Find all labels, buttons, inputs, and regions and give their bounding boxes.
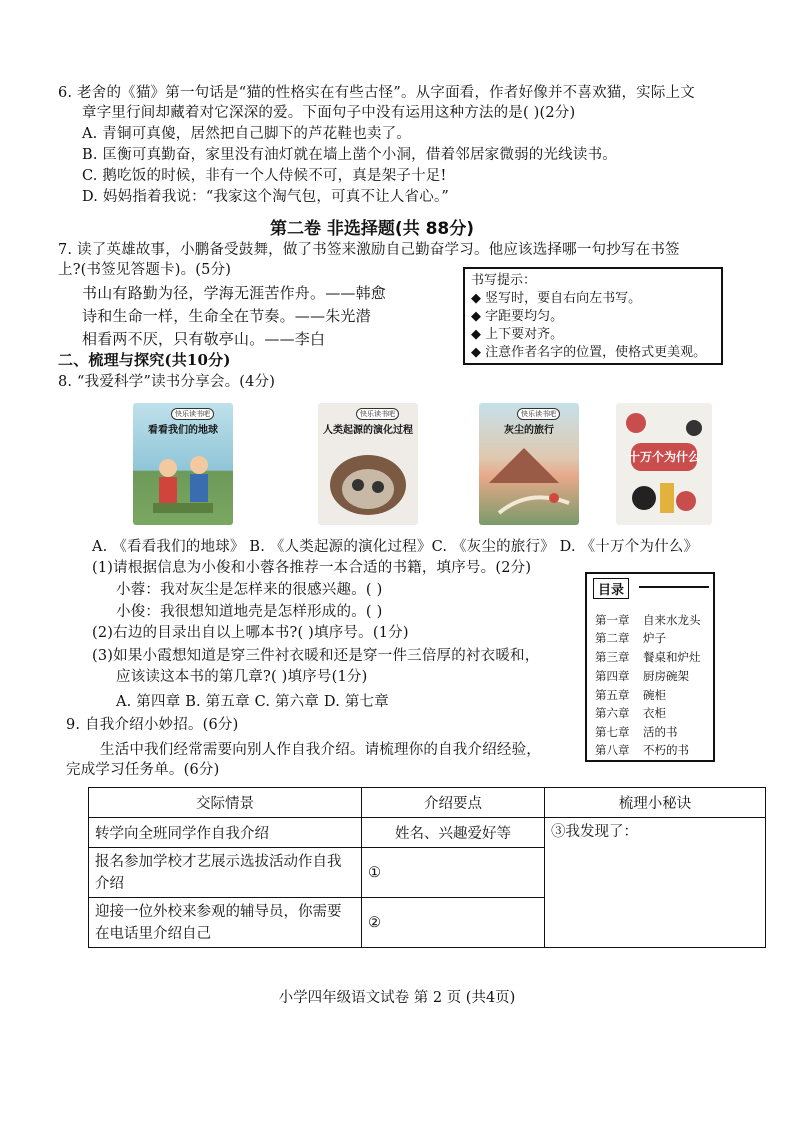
book-cover-a-title: 看看我们的地球 [148, 425, 218, 436]
book-cover-a-illustration [133, 403, 233, 525]
part2-title: 二、梳理与探究(共10分) [58, 351, 231, 369]
q6-stem-line1: 6. 老舍的《猫》第一句话是“猫的性格实在有些古怪”。从字面看，作者好像并不喜欢猫，实际上文 [58, 85, 695, 101]
writing-tip-4: ◆ 注意作者名字的位置，使格式更美观。 [471, 345, 707, 360]
book-cover-a [133, 403, 233, 525]
task-sheet-table [88, 787, 766, 948]
toc-box [585, 572, 715, 762]
table-cell-points[interactable] [362, 898, 545, 948]
page-footer: 小学四年级语文试卷 第 2 页 (共4页) [278, 990, 516, 1006]
writing-tip-3: ◆ 上下要对齐。 [471, 327, 564, 342]
toc-row: 第四章 厨房碗架 [595, 669, 689, 683]
q8-sub1-rong: 小蓉：我对灰尘是怎样来的很感兴趣。( ) [116, 582, 383, 598]
q8-title: 8. “我爱科学”读书分享会。(4分) [58, 374, 276, 390]
toc-decor [639, 586, 709, 594]
book-cover-b-tag: 快乐读书吧 [356, 408, 399, 420]
q8-sub2: (2)右边的目录出自以上哪本书?( )填序号。(1分) [92, 625, 409, 641]
q6-option-a: A. 青铜可真傻，居然把自己脚下的芦花鞋也卖了。 [82, 126, 411, 142]
book-cover-c-title: 灰尘的旅行 [504, 425, 554, 436]
table-cell-scene: 转学向全班同学作自我介绍 [89, 818, 362, 848]
toc-row: 第七章 活的书 [595, 725, 678, 739]
table-cell-points[interactable] [362, 848, 545, 898]
table-header-points: 介绍要点 [362, 788, 545, 818]
q6-stem-line2: 章字里行间却藏着对它深深的爱。下面句子中没有运用这种方法的是( )(2分) [82, 105, 576, 121]
book-cover-b-title: 人类起源的演化过程 [323, 425, 413, 436]
book-cover-c [479, 403, 579, 525]
q6-option-d: D. 妈妈指着我说：“我家这个淘气包，可真不让人省心。” [82, 189, 450, 205]
q9-intro-line2: 完成学习任务单。(6分) [66, 762, 220, 778]
q8-book-labels: A. 《看看我们的地球》 B. 《人类起源的演化过程》C. 《灰尘的旅行》 D. 《十万个为什么》 [92, 539, 699, 555]
table-cell-points: 姓名、兴趣爱好等 [362, 818, 545, 848]
q7-quote-2: 诗和生命一样，生命全在节奏。——朱光潜 [82, 307, 371, 325]
toc-row: 第五章 碗柜 [595, 688, 666, 702]
toc-row: 第八章 不朽的书 [595, 743, 689, 757]
q7-quote-1: 书山有路勤为径，学海无涯苦作舟。——韩愈 [82, 284, 387, 302]
table-cell-secret[interactable] [545, 818, 766, 948]
toc-title: 目录 [593, 578, 629, 599]
q6-option-c: C. 鹅吃饭的时候，非有一个人侍候不可，真是架子十足! [82, 168, 447, 184]
book-cover-c-illustration [479, 403, 579, 525]
q8-sub3-options: A. 第四章 B. 第五章 C. 第六章 D. 第七章 [116, 694, 389, 710]
answer-marker-1: ① [368, 864, 381, 881]
writing-tip-1: ◆ 竖写时，要自右向左书写。 [471, 291, 642, 306]
secret-prompt: ③我发现了： [551, 824, 638, 840]
table-cell-scene: 报名参加学校才艺展示选拔活动作自我介绍 [89, 848, 362, 898]
book-cover-a-tag: 快乐读书吧 [171, 408, 214, 420]
q7-stem-line1: 7. 读了英雄故事，小鹏备受鼓舞，做了书签来激励自己勤奋学习。他应该选择哪一句抄写在书签 [58, 242, 680, 258]
table-cell-scene: 迎接一位外校来参观的辅导员，你需要在电话里介绍自己 [89, 898, 362, 948]
q8-sub1: (1)请根据信息为小俊和小蓉各推荐一本合适的书籍，填序号。(2分) [92, 560, 532, 576]
toc-row: 第六章 衣柜 [595, 706, 666, 720]
toc-row: 第一章 自来水龙头 [595, 613, 701, 627]
table-header-secret: 梳理小秘诀 [545, 788, 766, 818]
section2-title: 第二卷 非选择题(共 88分) [270, 219, 475, 239]
writing-tips-box [463, 267, 723, 365]
answer-marker-2: ② [368, 914, 381, 931]
q9-intro-line1: 生活中我们经常需要向别人作自我介绍。请梳理你的自我介绍经验， [100, 742, 541, 758]
q8-sub3-line2: 应该读这本书的第几章?( )填序号(1分) [116, 669, 368, 685]
writing-tips-title: 书写提示： [471, 273, 537, 288]
table-header-scene: 交际情景 [89, 788, 362, 818]
book-cover-d [616, 403, 712, 525]
table-row [89, 818, 766, 848]
q6-option-b: B. 匡衡可真勤奋，家里没有油灯就在墙上凿个小洞，借着邻居家微弱的光线读书。 [82, 147, 617, 163]
q8-sub3-line1: (3)如果小霞想知道是穿三件衬衣暖和还是穿一件三倍厚的衬衣暖和， [92, 648, 540, 664]
toc-row: 第二章 炉子 [595, 631, 666, 645]
q7-stem-line2: 上?(书签见答题卡)。(5分) [58, 262, 232, 278]
q9-title: 9. 自我介绍小妙招。(6分) [66, 717, 239, 733]
book-cover-b [318, 403, 418, 525]
book-cover-b-illustration [318, 403, 418, 525]
writing-tip-2: ◆ 字距要均匀。 [471, 309, 564, 324]
q8-sub1-jun: 小俊：我很想知道地壳是怎样形成的。( ) [116, 604, 383, 620]
book-cover-c-tag: 快乐读书吧 [517, 408, 560, 420]
q7-quote-3: 相看两不厌，只有敬亭山。——李白 [82, 330, 326, 348]
book-cover-d-title: 十万个为什么 [627, 450, 700, 464]
toc-row: 第三章 餐桌和炉灶 [595, 650, 701, 664]
